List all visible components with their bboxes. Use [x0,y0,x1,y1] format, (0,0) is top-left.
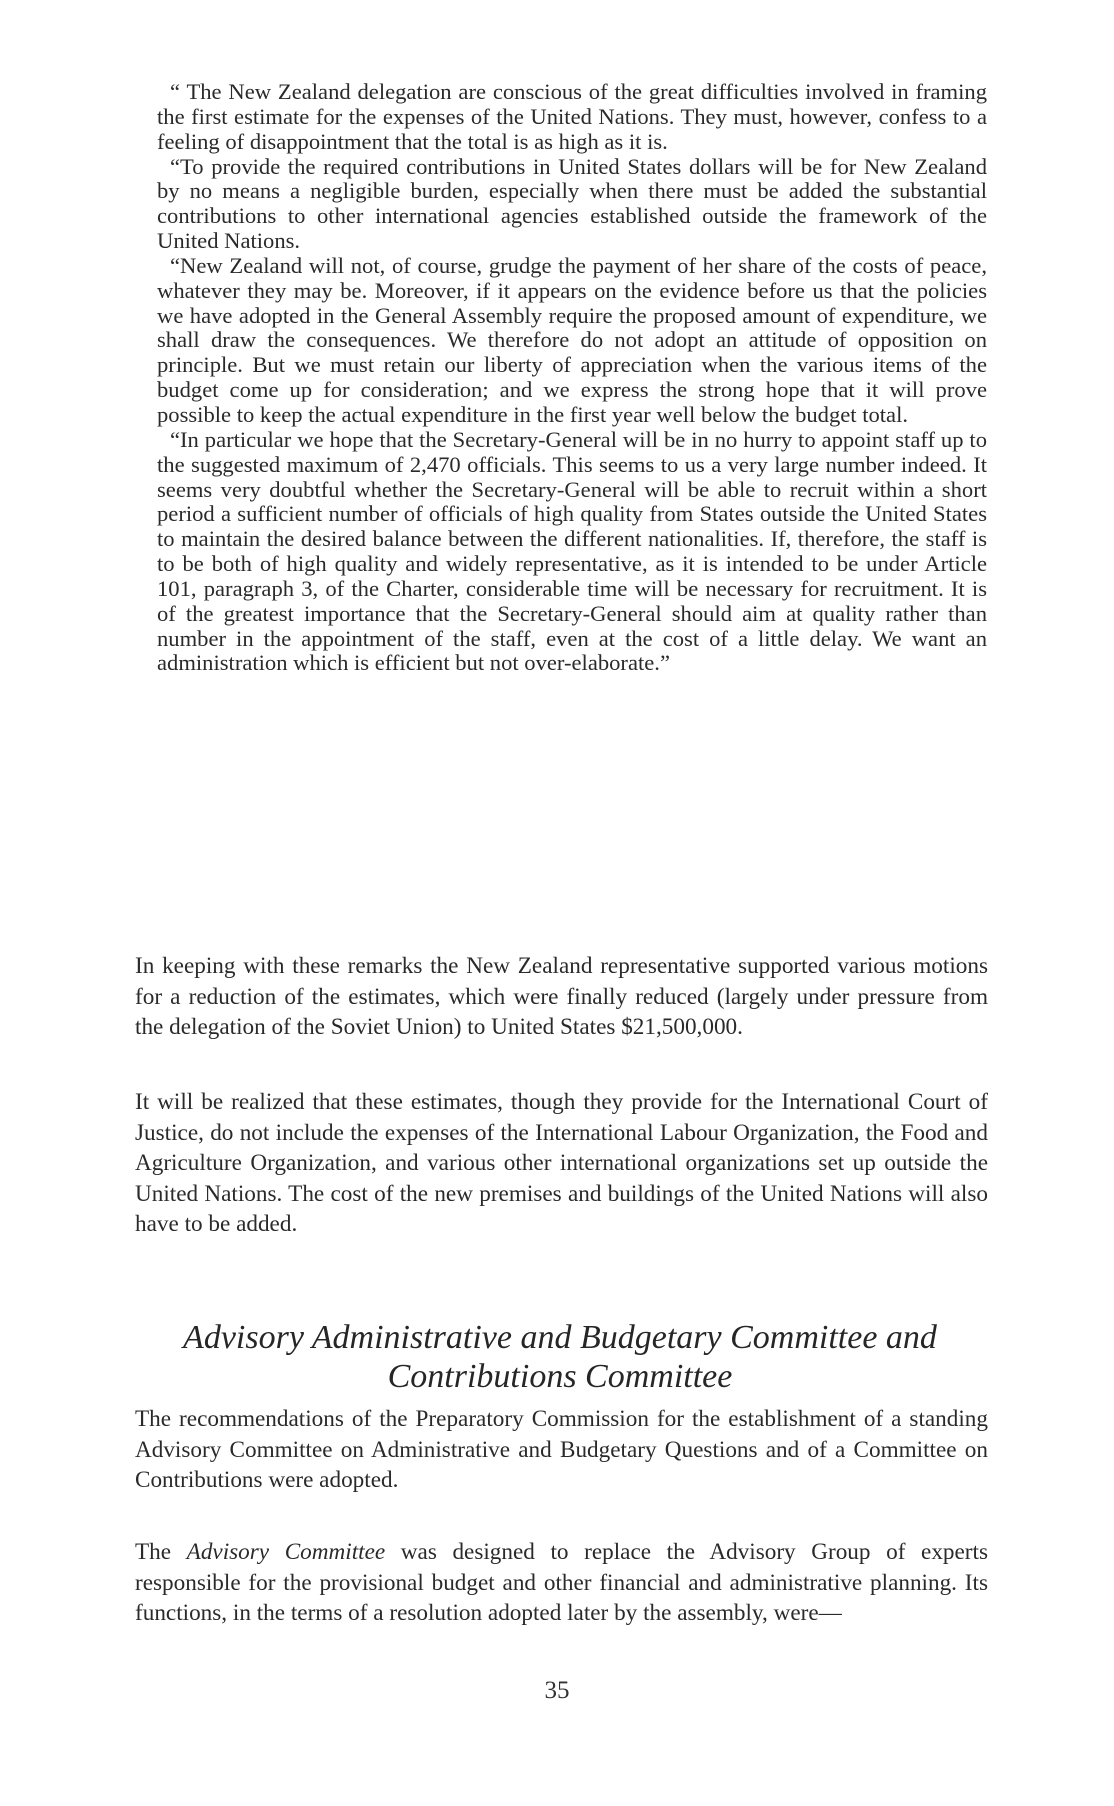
advisory-committee-emphasis: Advisory Committee [186,1539,386,1565]
quoted-statement [157,80,987,676]
quote-paragraph-2: “To provide the required contributions in United States dollars will be for New Zealand by no means a negligible burden, especially when there must be added the substantial contributions to other international agencies established outside the framework of the United Nations. [157,153,987,254]
body-paragraph-2: It will be realized that these estimates, though they provide for the International Court of Justice, do not include the expenses of the International Labour Organization, the Food and Agriculture Organization, and various other international organizations set up outside the United Nations. The cost of the new premises and buildings of the United Nations will also have to be added. [135,1089,988,1237]
body-paragraph-estimates [135,1087,988,1240]
quote-paragraph-3: “New Zealand will not, of course, grudge the payment of her share of the costs of peace, whatever they may be. Moreover, if it appears on the evidence before us that the policies we have adopted in the General Assembly require the proposed amount of expenditure, we shall draw the consequences. We therefore do not adopt an attitude of opposition on principle. But we must retain our liberty of appreciation when the various items of the budget come up for consideration; and we express the strong hope that it will prove possible to keep the actual expenditure in the first year well below the budget total. [157,252,987,427]
section-heading-line-1: Advisory Administrative and Budgetary Committee and [183,1319,937,1356]
section-heading [120,1318,1000,1396]
section-paragraph-advisory [135,1537,988,1629]
section-paragraph-recommendations [135,1404,988,1496]
section-paragraph-1: The recommendations of the Preparatory Commission for the establishment of a standing Advisory Committee on Administrative and Budgetary Questions and of a Committee on Contributions were adopted. [135,1406,988,1493]
quote-paragraph-1: “ The New Zealand delegation are conscious of the great difficulties involved in framing the first estimate for the expenses of the United Nations. They must, however, confess to a feeling of disappointment that the total is as high as it is. [157,79,987,154]
section-paragraph-2-lead: The [135,1539,187,1565]
body-paragraph-1: In keeping with these remarks the New Zealand representative supported various motions for a reduction of the estimates, which were finally reduced (largely under pressure from the delegation of the Soviet Union) to United States $21,500,000. [135,953,988,1040]
section-paragraph-2 [135,1537,988,1629]
section-paragraph-2-rest: was designed to replace the Advisory Group of experts responsible for the provisional budget and other financial and administrative planning. Its functions, in the terms of a resolution adopted later by the assembly, were— [135,1539,988,1626]
quote-paragraph-4: “In particular we hope that the Secretary-General will be in no hurry to appoint staff up to the suggested maximum of 2,470 officials. This seems to us a very large number indeed. It seems very doubtful whether the Secretary-General will be able to recruit within a short period a sufficient number of officials of high quality from States outside the United States to maintain the desired balance between the different nationalities. If, therefore, the staff is to be both of high quality and widely representative, as it is intended to be under Article 101, paragraph 3, of the Charter, considerable time will be necessary for recruitment. It is of the greatest importance that the Secretary-General should aim at quality rather than number in the appointment of the staff, even at the cost of a little delay. We want an administration which is efficient but not over-elaborate.” [157,426,987,676]
body-paragraph-reduction [135,951,988,1043]
section-heading-line-2: Contributions Committee [387,1358,733,1395]
page-number: 35 [544,1677,570,1704]
